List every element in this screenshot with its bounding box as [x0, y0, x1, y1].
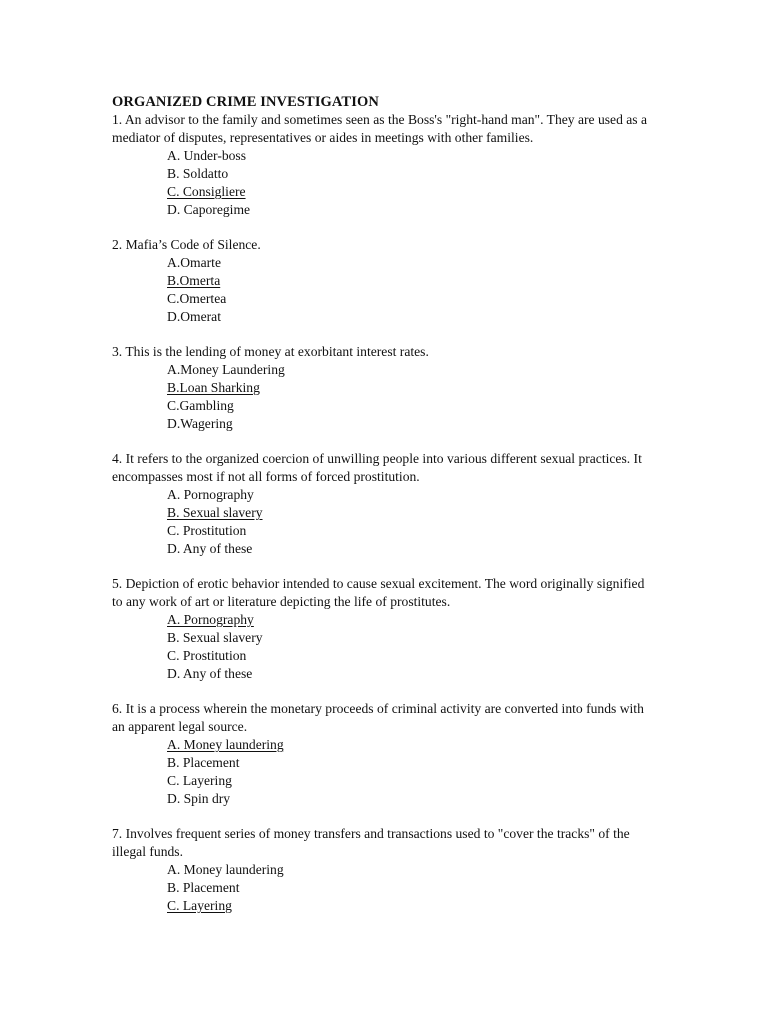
answer-option: [167, 772, 652, 790]
question-4: [112, 450, 652, 558]
answer-option-correct: [167, 897, 652, 915]
answer-option-text: D.Wagering: [167, 416, 233, 431]
answer-option-text: B. Sexual slavery: [167, 505, 263, 520]
answer-option-text: B. Soldatto: [167, 166, 229, 181]
question-stem: 2. Mafia’s Code of Silence.: [112, 237, 261, 252]
answer-option-text: D.Omerat: [167, 309, 221, 324]
question-stem: 6. It is a process wherein the monetary proceeds of criminal activity are converted into funds with an apparent legal source.: [112, 701, 644, 734]
answer-option-text: D. Any of these: [167, 541, 253, 556]
answer-options: [112, 861, 652, 915]
answer-option-correct: [167, 736, 652, 754]
question-stem: 4. It refers to the organized coercion of unwilling people into various different sexual practices. It encompasses most if not all forms of forced prostitution.: [112, 451, 642, 484]
answer-option: [167, 540, 652, 558]
question-1: [112, 111, 652, 219]
answer-option: [167, 361, 652, 379]
answer-option: [167, 397, 652, 415]
answer-option: [167, 415, 652, 433]
answer-option-text: C. Prostitution: [167, 648, 247, 663]
answer-option-text: C. Prostitution: [167, 523, 247, 538]
answer-option: [167, 754, 652, 772]
answer-options: [112, 611, 652, 683]
question-2: [112, 236, 652, 326]
answer-option: [167, 165, 652, 183]
answer-option-text: B. Sexual slavery: [167, 630, 263, 645]
question-stem: 5. Depiction of erotic behavior intended to cause sexual excitement. The word originally signified to any work of art or literature depicting the life of prostitutes.: [112, 576, 645, 609]
question-stem: 7. Involves frequent series of money transfers and transactions used to "cover the tracks" of the illegal funds.: [112, 826, 630, 859]
answer-option: [167, 290, 652, 308]
answer-option-text: A. Money laundering: [167, 862, 284, 877]
answer-option-text: C. Layering: [167, 898, 232, 913]
question-stem: 3. This is the lending of money at exorbitant interest rates.: [112, 344, 429, 359]
answer-option: [167, 790, 652, 808]
answer-option-text: B. Placement: [167, 755, 240, 770]
answer-option-text: A. Pornography: [167, 487, 254, 502]
question-6: [112, 700, 652, 808]
answer-option-text: B.Loan Sharking: [167, 380, 260, 395]
answer-option-text: C. Consigliere: [167, 184, 246, 199]
answer-option-correct: [167, 183, 652, 201]
answer-option-text: C.Gambling: [167, 398, 234, 413]
answer-option-text: D. Spin dry: [167, 791, 231, 806]
answer-option: [167, 201, 652, 219]
answer-option: [167, 308, 652, 326]
answer-options: [112, 486, 652, 558]
answer-options: [112, 147, 652, 219]
answer-option-correct: [167, 379, 652, 397]
answer-option-correct: [167, 272, 652, 290]
answer-options: [112, 254, 652, 326]
answer-option: [167, 522, 652, 540]
answer-option-correct: [167, 504, 652, 522]
answer-option-text: C. Layering: [167, 773, 232, 788]
question-3: [112, 343, 652, 433]
answer-option: [167, 147, 652, 165]
answer-option: [167, 629, 652, 647]
answer-option-text: D. Any of these: [167, 666, 253, 681]
answer-option-text: A.Money Laundering: [167, 362, 285, 377]
answer-option-text: A.Omarte: [167, 255, 221, 270]
answer-option: [167, 861, 652, 879]
document-page: [112, 93, 652, 932]
answer-option-text: C.Omertea: [167, 291, 227, 306]
answer-option: [167, 665, 652, 683]
answer-options: [112, 736, 652, 808]
answer-option-text: D. Caporegime: [167, 202, 251, 217]
answer-option: [167, 254, 652, 272]
answer-option-text: A. Money laundering: [167, 737, 284, 752]
answer-option-text: B. Placement: [167, 880, 240, 895]
answer-options: [112, 361, 652, 433]
answer-option-correct: [167, 611, 652, 629]
answer-option: [167, 879, 652, 897]
question-list: [112, 111, 652, 915]
document-title: ORGANIZED CRIME INVESTIGATION: [112, 94, 379, 110]
answer-option-text: A. Pornography: [167, 612, 254, 627]
question-7: [112, 825, 652, 915]
answer-option: [167, 647, 652, 665]
answer-option-text: B.Omerta: [167, 273, 221, 288]
answer-option: [167, 486, 652, 504]
question-stem: 1. An advisor to the family and sometimes seen as the Boss's "right-hand man". They are used as a mediator of disputes, representatives or aides in meetings with other families.: [112, 112, 648, 145]
question-5: [112, 575, 652, 683]
answer-option-text: A. Under-boss: [167, 148, 247, 163]
